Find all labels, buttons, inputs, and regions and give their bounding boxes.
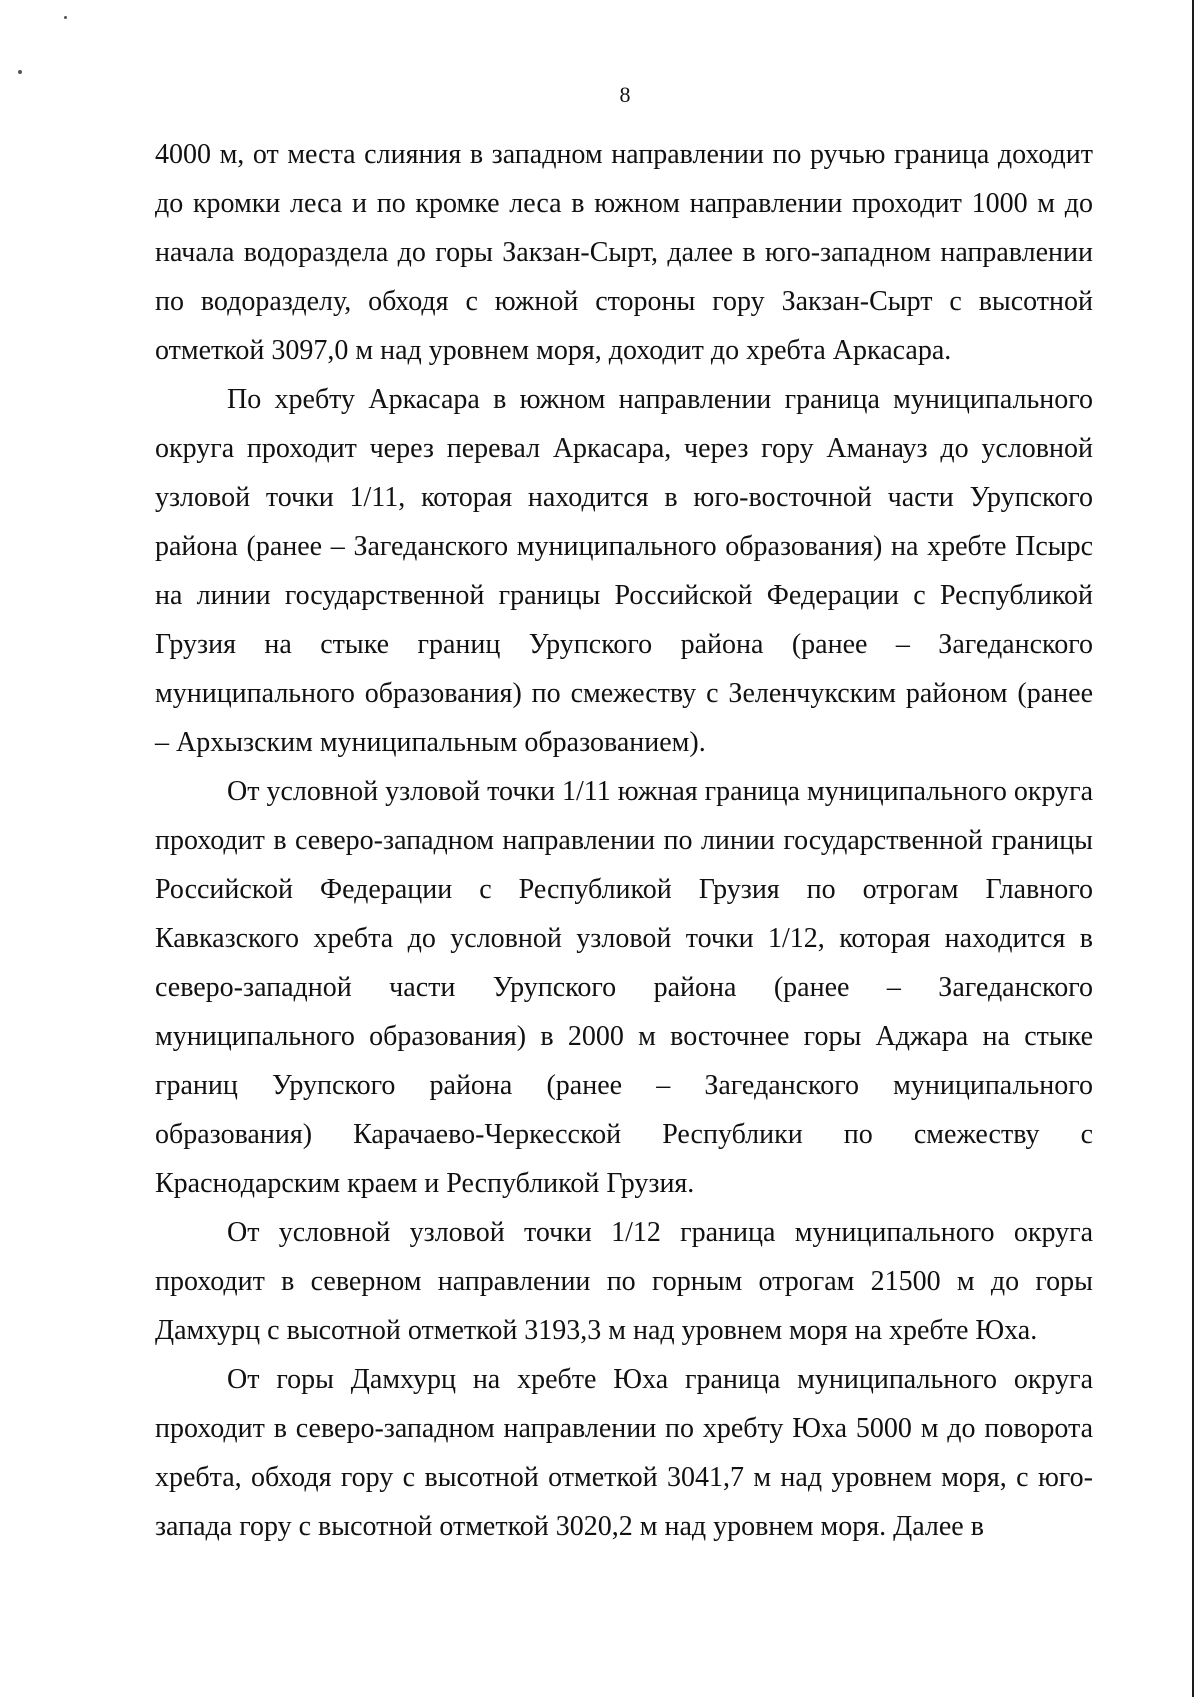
scan-speck — [64, 16, 67, 19]
paragraph-3: От условной узловой точки 1/11 южная граница муниципального округа проходит в северо-западном направлении по линии государственной границы Российской Федерации с Республикой Грузия по отрогам Главного Кавказского хребта до условной узловой точки 1/12, которая находится в северо-западной части Урупского района (ранее – Загеданского муниципального образования) в 2000 м восточнее горы Аджара на стыке границ Урупского района (ранее – Загеданского муниципального образования) Карачаево-Черкесской Республики по смежеству с Краснодарским краем и Республикой Грузия. — [155, 776, 1093, 1199]
paragraph-5: От горы Дамхурц на хребте Юха граница муниципального округа проходит в северо-западном направлении по хребту Юха 5000 м до поворота хребта, обходя гору с высотной отметкой 3041,7 м над уровнем моря, с юго-запада гору с высотной отметкой 3020,2 м над уровнем моря. Далее в — [155, 1364, 1093, 1542]
scan-edge-shadow — [1192, 0, 1194, 1697]
body-text — [155, 130, 1093, 1551]
paragraph-1: 4000 м, от места слияния в западном направлении по ручью граница доходит до кромки леса и по кромке леса в южном направлении проходит 1000 м до начала водораздела до горы Закзан-Сырт, далее в юго-западном направлении по водоразделу, обходя с южной стороны гору Закзан-Сырт с высотной отметкой 3097,0 м над уровнем моря, доходит до хребта Аркасара. — [155, 139, 1093, 366]
paragraph-4: От условной узловой точки 1/12 граница муниципального округа проходит в северном направлении по горным отрогам 21500 м до горы Дамхурц с высотной отметкой 3193,3 м над уровнем моря на хребте Юха. — [155, 1217, 1093, 1346]
paragraph-2: По хребту Аркасара в южном направлении граница муниципального округа проходит через перевал Аркасара, через гору Аманауз до условной узловой точки 1/11, которая находится в юго-восточной части Урупского района (ранее – Загеданского муниципального образования) на хребте Псырс на линии государственной границы Российской Федерации с Республикой Грузия на стыке границ Урупского района (ранее – Загеданского муниципального образования) по смежеству с Зеленчукским районом (ранее – Архызским муниципальным образованием). — [155, 384, 1093, 758]
scan-speck — [18, 70, 22, 74]
page-number: 8 — [619, 82, 631, 107]
